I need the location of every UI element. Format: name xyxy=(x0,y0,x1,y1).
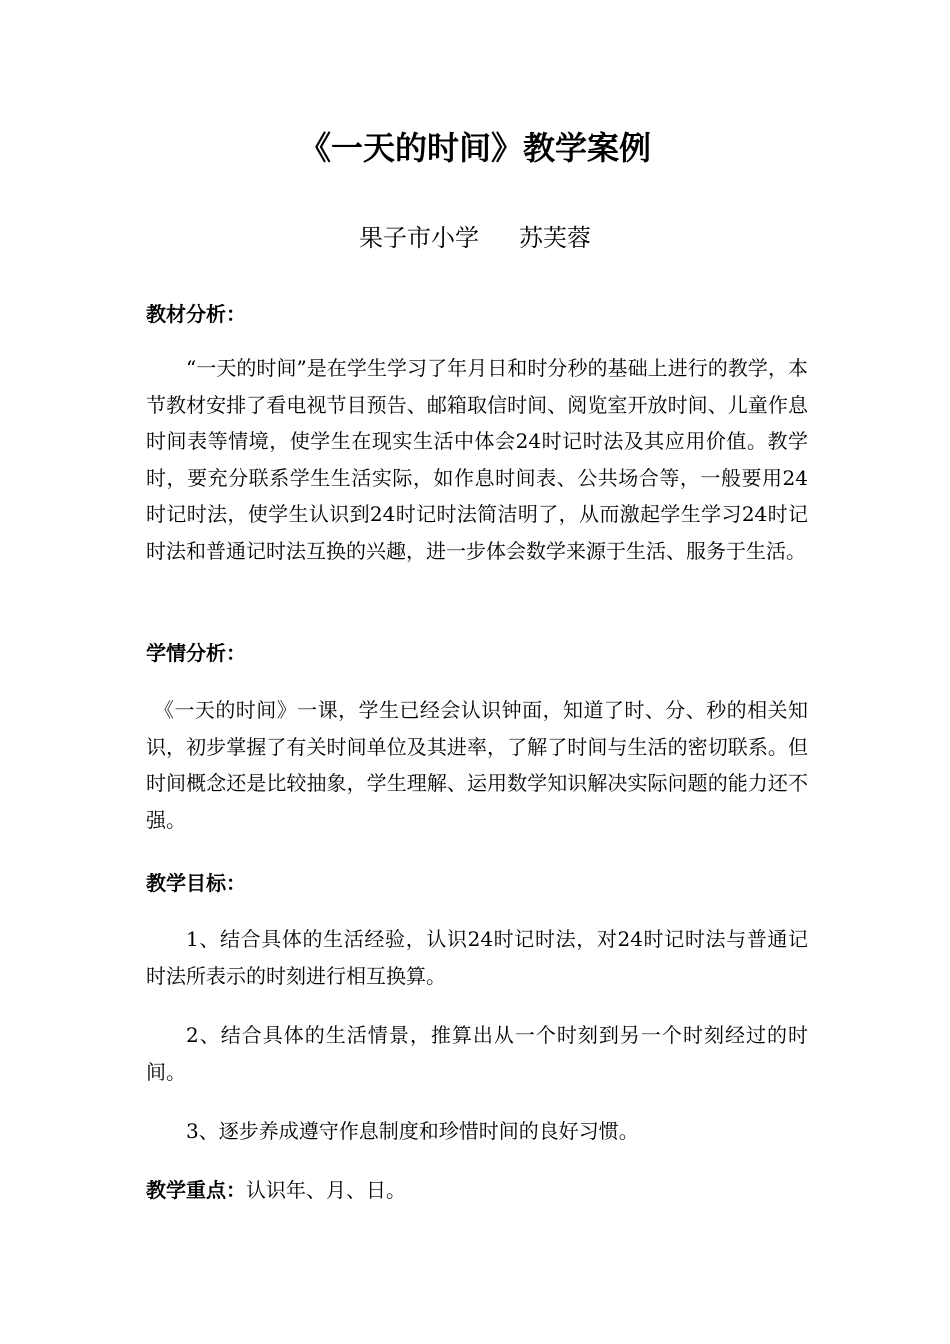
author-school: 果子市小学 xyxy=(359,224,479,252)
author-name: 苏芙蓉 xyxy=(519,224,591,252)
teaching-goals-heading: 教学目标： xyxy=(146,871,246,895)
student-analysis-text: 《一天的时间》一课，学生已经会认识钟面，知道了时、分、秒的相关知识，初步掌握了有关时间单位及其进率，了解了时间与生活的密切联系。但时间概念还是比较抽象，学生理解、运用数学知识解决实际问题的能力还不强。 xyxy=(146,698,808,832)
teaching-goal-item: 1、结合具体的生活经验，认识24时记时法，对24时记时法与普通记时法所表示的时刻进行相互换算。 xyxy=(146,927,808,988)
material-analysis-text: “一天的时间”是在学生学习了年月日和时分秒的基础上进行的教学，本节教材安排了看电视节目预告、邮箱取信时间、阅览室开放时间、儿童作息时间表等情境，使学生在现实生活中体会24时记时法及其应用价值。教学时，要充分联系学生生活实际，如作息时间表、公共场合等，一般要用24时记时法，使学生认识到24时记时法简洁明了，从而激起学生学习24时记时法和普通记时法互换的兴趣，进一步体会数学来源于生活、服务于生活。 xyxy=(146,356,808,563)
key-point-text: 认识年、月、日。 xyxy=(246,1178,406,1202)
key-point-heading: 教学重点： xyxy=(146,1178,246,1202)
material-analysis-heading: 教材分析： xyxy=(146,302,246,326)
teaching-goal-item: 2、结合具体的生活情景，推算出从一个时刻到另一个时刻经过的时间。 xyxy=(146,1023,808,1084)
teaching-goal-item: 3、逐步养成遵守作息制度和珍惜时间的良好习惯。 xyxy=(186,1119,639,1143)
document-title: 《一天的时间》教学案例 xyxy=(298,129,651,167)
student-analysis-heading: 学情分析： xyxy=(146,641,246,665)
author-line xyxy=(0,220,950,256)
key-point-line xyxy=(146,1175,406,1205)
